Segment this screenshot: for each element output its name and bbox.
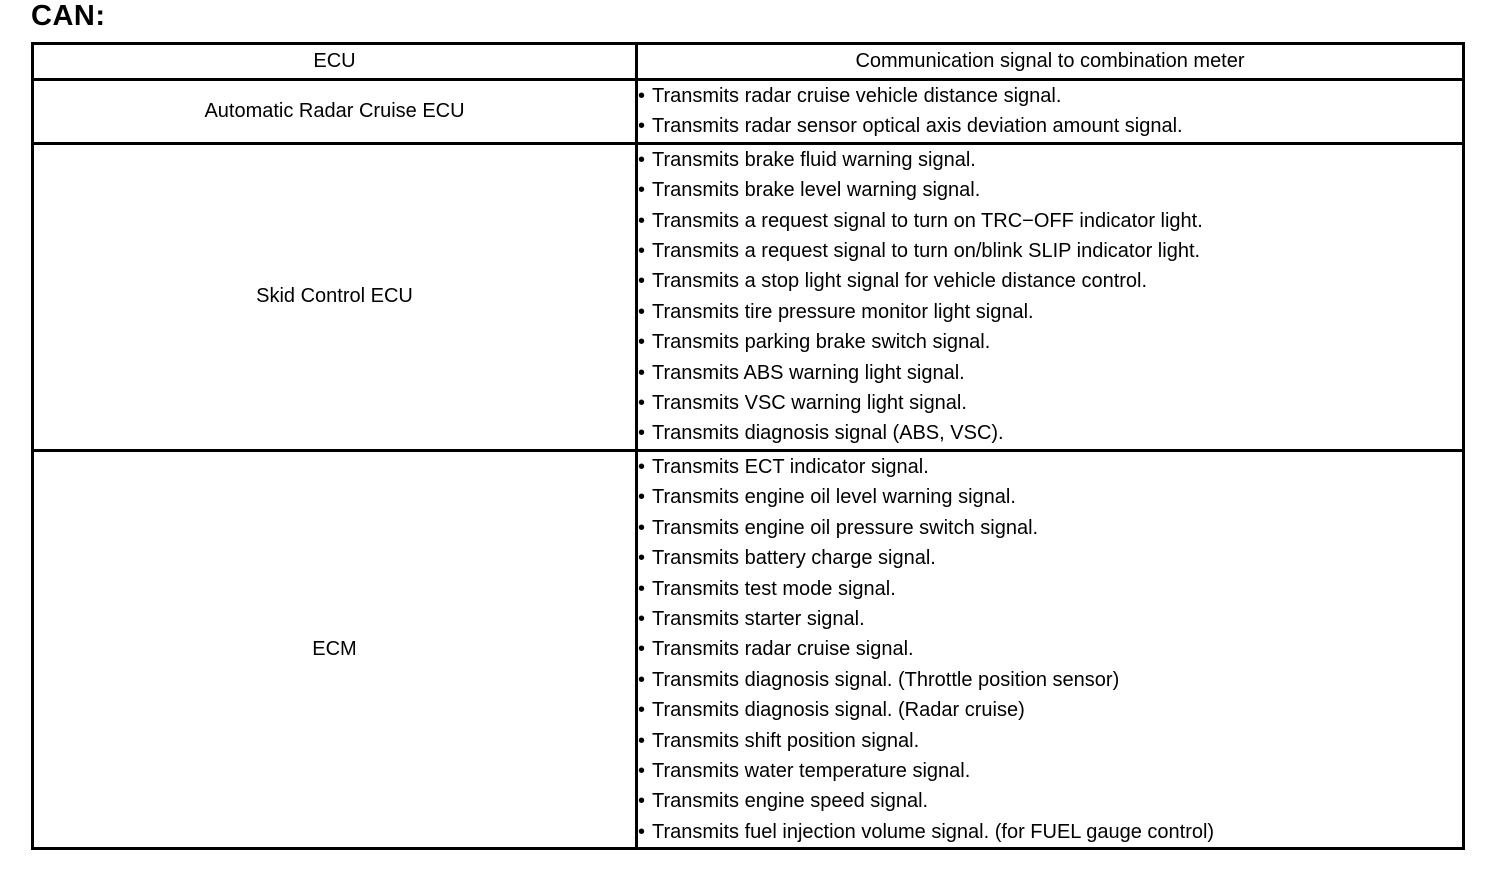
signal-list-item	[638, 297, 1462, 327]
signal-list-item	[638, 726, 1462, 756]
table-row	[33, 143, 1464, 450]
signal-list-item	[638, 574, 1462, 604]
signal-list-item	[638, 175, 1462, 205]
bullet-icon: •	[638, 516, 646, 539]
ecu-name-cell: Skid Control ECU	[33, 143, 637, 450]
bullet-icon: •	[638, 486, 646, 509]
ecu-name-cell: Automatic Radar Cruise ECU	[33, 80, 637, 144]
bullet-icon: •	[638, 455, 646, 478]
signal-text: Transmits ABS warning light signal.	[652, 361, 965, 384]
signal-list-item	[638, 786, 1462, 816]
bullet-icon: •	[638, 547, 646, 570]
bullet-icon: •	[638, 85, 646, 107]
signal-list-item	[638, 634, 1462, 664]
bullet-icon: •	[638, 790, 646, 813]
signal-list-cell	[637, 450, 1464, 848]
bullet-icon: •	[638, 759, 646, 782]
signal-text: Transmits engine oil pressure switch signal.	[652, 516, 1039, 539]
signal-text: Transmits diagnosis signal (ABS, VSC).	[652, 422, 1004, 445]
ecu-name-cell: ECM	[33, 450, 637, 848]
signal-text: Transmits ECT indicator signal.	[652, 455, 929, 478]
table-header-row	[33, 44, 1464, 80]
signal-list-item	[638, 81, 1462, 111]
signal-text: Transmits radar cruise signal.	[652, 638, 914, 661]
signal-list-item	[638, 266, 1462, 296]
bullet-icon: •	[638, 820, 646, 843]
bullet-icon: •	[638, 361, 646, 384]
signal-text: Transmits radar sensor optical axis deviation amount signal.	[652, 115, 1183, 138]
table-body	[33, 80, 1464, 849]
signal-list-cell	[637, 143, 1464, 450]
signal-list-item	[638, 665, 1462, 695]
signal-text: Transmits starter signal.	[652, 607, 865, 630]
bullet-icon: •	[638, 607, 646, 630]
signal-list-item	[638, 817, 1462, 847]
signal-list-item	[638, 418, 1462, 448]
bullet-icon: •	[638, 115, 646, 138]
signal-text: Transmits VSC warning light signal.	[652, 392, 967, 415]
signal-list-item	[638, 111, 1462, 141]
bullet-icon: •	[638, 668, 646, 691]
bullet-icon: •	[638, 699, 646, 722]
signal-text: Transmits water temperature signal.	[652, 759, 971, 782]
column-header-ecu: ECU	[33, 44, 637, 80]
signal-list-cell	[637, 80, 1464, 144]
can-signal-table	[31, 42, 1465, 850]
table-row	[33, 80, 1464, 144]
signal-text: Transmits diagnosis signal. (Radar cruise)	[652, 699, 1025, 722]
signal-list-item	[638, 358, 1462, 388]
bullet-icon: •	[638, 729, 646, 752]
signal-text: Transmits brake level warning signal.	[652, 179, 981, 202]
signal-text: Transmits engine speed signal.	[652, 790, 929, 813]
signal-text: Transmits brake fluid warning signal.	[652, 148, 976, 171]
signal-list-item	[638, 513, 1462, 543]
bullet-icon: •	[638, 270, 646, 293]
signal-text: Transmits radar cruise vehicle distance signal.	[652, 85, 1062, 107]
signal-text: Transmits tire pressure monitor light signal.	[652, 300, 1034, 323]
signal-text: Transmits battery charge signal.	[652, 547, 936, 570]
signal-list	[638, 81, 1462, 142]
signal-list-item	[638, 604, 1462, 634]
signal-list-item	[638, 145, 1462, 175]
table-row	[33, 450, 1464, 848]
signal-text: Transmits a request signal to turn on TRC−OFF indicator light.	[652, 209, 1203, 232]
signal-list-item	[638, 388, 1462, 418]
bullet-icon: •	[638, 300, 646, 323]
signal-text: Transmits a request signal to turn on/blink SLIP indicator light.	[652, 240, 1201, 263]
bullet-icon: •	[638, 148, 646, 171]
signal-text: Transmits fuel injection volume signal. (for FUEL gauge control)	[652, 820, 1215, 843]
signal-list-item	[638, 482, 1462, 512]
signal-text: Transmits shift position signal.	[652, 729, 920, 752]
signal-list	[638, 452, 1462, 847]
signal-list-item	[638, 236, 1462, 266]
bullet-icon: •	[638, 392, 646, 415]
bullet-icon: •	[638, 331, 646, 354]
column-header-signal: Communication signal to combination meter	[637, 44, 1464, 80]
bullet-icon: •	[638, 240, 646, 263]
bullet-icon: •	[638, 209, 646, 232]
signal-list-item	[638, 756, 1462, 786]
bullet-icon: •	[638, 577, 646, 600]
signal-list	[638, 145, 1462, 449]
bullet-icon: •	[638, 179, 646, 202]
page-heading: CAN:	[31, 0, 106, 32]
signal-list-item	[638, 543, 1462, 573]
signal-list-item	[638, 206, 1462, 236]
bullet-icon: •	[638, 422, 646, 445]
bullet-icon: •	[638, 638, 646, 661]
signal-text: Transmits a stop light signal for vehicle distance control.	[652, 270, 1148, 293]
signal-text: Transmits diagnosis signal. (Throttle position sensor)	[652, 668, 1120, 691]
signal-list-item	[638, 695, 1462, 725]
signal-text: Transmits engine oil level warning signal.	[652, 486, 1016, 509]
signal-text: Transmits test mode signal.	[652, 577, 896, 600]
signal-text: Transmits parking brake switch signal.	[652, 331, 991, 354]
signal-list-item	[638, 452, 1462, 482]
signal-list-item	[638, 327, 1462, 357]
